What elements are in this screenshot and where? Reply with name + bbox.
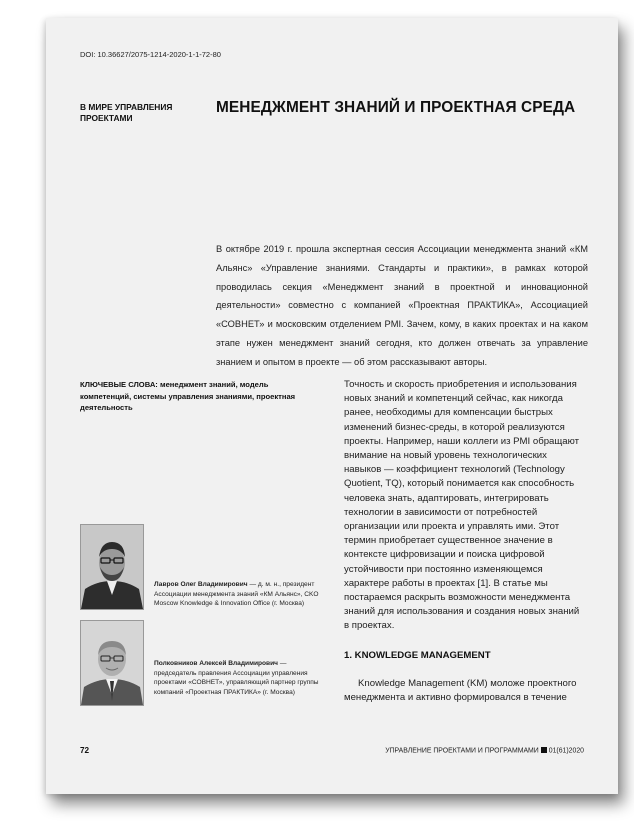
km-paragraph: Knowledge Management (KM) моложе проектного менеджмента и активно формировался в течение — [344, 678, 577, 704]
author-description: — д. м. н., президент Ассоциации менеджмента знаний «КМ Альянс», CKO Moscow Knowledge & Innovation Office (г. Москва) — [154, 581, 319, 608]
body-paragraph: Точность и скорость приобретения и использования новых знаний и компетенций сейчас, как никогда ранее, необходимы для компенсации быстрых изменений бизнес-среды, в которой реализуются проекты. Например, наши коллеги из PMI обращают внимание на новый уровень технологических навыков — коэффициент технологий (Technology Quotient, TQ), который понимается как способность человека знать, адаптировать, интегрировать технологии в зависимости от потребностей организации или проекта и управлять ими. Этот термин приобретает существенное значение в контексте цифровизации и поиска цифровой устойчивости при постоянно изменяющемся характере работы в проектах [1]. В статье мы постараемся раскрыть возможности менеджмента знаний для использования и создания новых знаний в проектах. — [344, 379, 580, 632]
lead-paragraph: В октябре 2019 г. прошла экспертная сессия Ассоциации менеджмента знаний «КМ Альянс» «Управление знаниями. Стандарты и практики», в рамках которой проводилась секция «Менеджмент знаний в проектной и инновационной деятельности» совместно с компанией «Проектная ПРАКТИКА», Ассоциацией «СОВНЕТ» и московским отделением PMI. Зачем, кому, в каких проектах и на каком этапе нужен менеджмент знаний сегодня, кто должен отвечать за управление знанием и опытом в проекте — об этом рассказывают авторы. — [216, 244, 588, 367]
page-number: 72 — [80, 746, 90, 755]
author-polkovnikov — [154, 659, 330, 697]
article-title: МЕНЕДЖМЕНТ ЗНАНИЙ И ПРОЕКТНАЯ СРЕДА — [216, 99, 576, 116]
section-label: В МИРЕ УПРАВЛЕНИЯ ПРОЕКТАМИ — [80, 102, 173, 123]
author-photo-lavrov — [80, 524, 144, 610]
journal-page — [46, 18, 618, 794]
author-lavrov — [154, 580, 330, 609]
journal-name: УПРАВЛЕНИЕ ПРОЕКТАМИ И ПРОГРАММАМИ — [385, 747, 539, 755]
author-description: — председатель правления Ассоциации управления проектами «СОВНЕТ», управляющий партнер группы компаний «Проектная ПРАКТИКА» (г. Москва) — [154, 660, 319, 696]
body-text — [344, 378, 582, 634]
author-name: Полковников Алексей Владимирович — [154, 660, 278, 667]
journal-footer — [385, 747, 584, 755]
author-name: Лавров Олег Владимирович — [154, 581, 248, 588]
doi: DOI: 10.36627/2075-1214-2020-1-1-72-80 — [80, 50, 221, 59]
author-photo-polkovnikov — [80, 620, 144, 706]
section-heading: 1. KNOWLEDGE MANAGEMENT — [344, 650, 491, 661]
journal-issue: 01(61)2020 — [548, 747, 584, 755]
keywords: КЛЮЧЕВЫЕ СЛОВА: менеджмент знаний, модель компетенций, системы управления знаниями, проектная деятельность — [80, 380, 296, 412]
square-separator-icon — [541, 747, 547, 753]
